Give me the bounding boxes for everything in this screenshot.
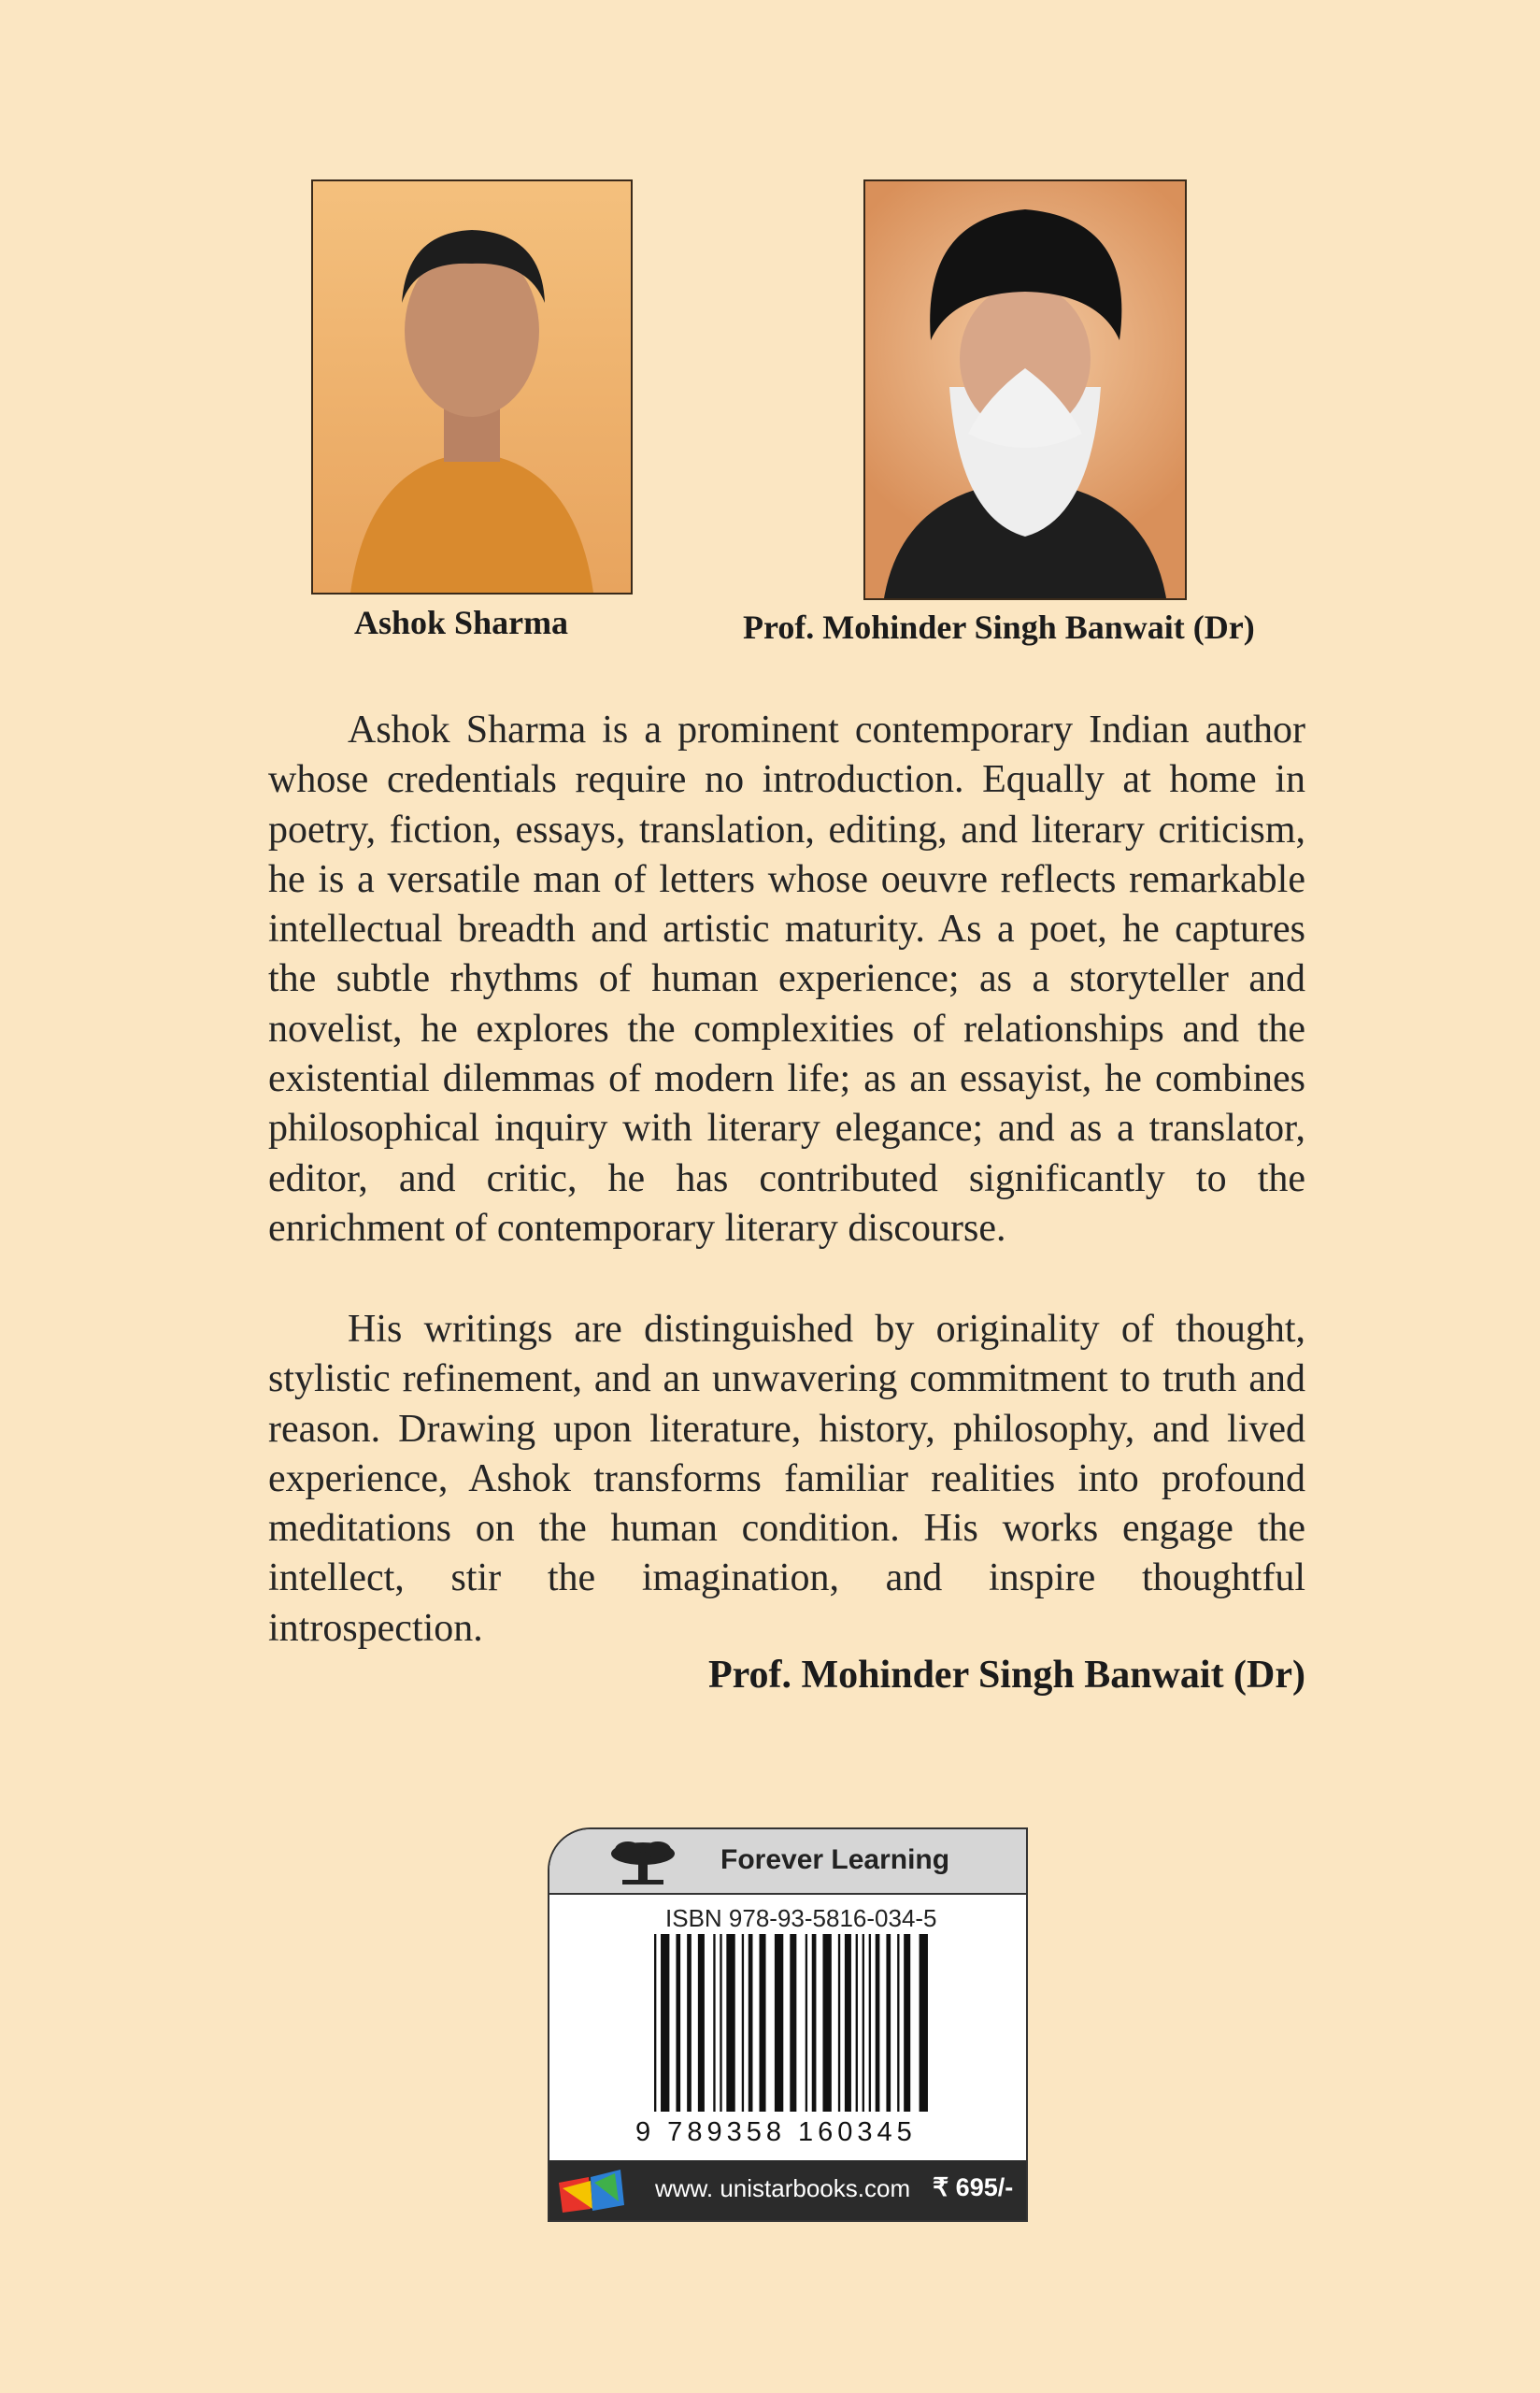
barcode-bar [713, 1934, 715, 2112]
barcode-bar [698, 1934, 705, 2112]
author-name-right: Prof. Mohinder Singh Banwait (Dr) [743, 609, 1255, 646]
book-logo-icon [553, 2164, 632, 2216]
barcode-bar [687, 1934, 692, 2112]
barcode-bar [726, 1934, 734, 2112]
barcode-bar [869, 1934, 871, 2112]
isbn-label: ISBN 978-93-5816-034-5 [665, 1904, 937, 1932]
tree-icon [606, 1837, 680, 1887]
barcode-bars [654, 1934, 934, 2112]
publisher-footer-band [549, 2160, 1026, 2220]
signature: Prof. Mohinder Singh Banwait (Dr) [708, 1654, 1305, 1697]
barcode-bar [661, 1934, 669, 2112]
barcode-bar [749, 1934, 753, 2112]
barcode-bar [790, 1934, 796, 2112]
author-photo-mohinder-singh-banwait [863, 179, 1187, 600]
barcode-bar [760, 1934, 766, 2112]
barcode-bar [876, 1934, 880, 2112]
price: ₹ 695/- [933, 2173, 1014, 2201]
barcode-bar [806, 1934, 807, 2112]
barcode-bar [863, 1934, 864, 2112]
paragraph-text: His writings are distinguished by originality of thought, stylistic refinement, and an unwavering commitment to truth and reason. Drawing upon literature, history, philosophy, and lived experience, Ashok transforms familiar realities into profound meditations on the human condition. His works engage the intellect, stir the imagination, and inspire thoughtful introspection. [268, 1308, 1305, 1650]
paragraph-text: Ashok Sharma is a prominent contemporary Indian author whose credentials require no introduction. Equally at home in poetry, fiction, essays, translation, editing, and literary criticism, he is a versatile man of letters whose oeuvre reflects remarkable intellectual breadth and artistic maturity. As a poet, he captures the subtle rhythms of human experience; as a storyteller and novelist, he explores the complexities of relationships and the existential dilemmas of modern life; as an essayist, he combines philosophical inquiry with literary elegance; and as a translator, editor, and critic, he has contributed significantly to the enrichment of contemporary literary discourse. [268, 709, 1305, 1250]
author-bio-paragraph-2 [268, 1305, 1305, 1654]
barcode-bar [822, 1934, 831, 2112]
portrait-placeholder [313, 181, 631, 593]
author-photo-ashok-sharma [311, 179, 633, 595]
barcode-bar [720, 1934, 721, 2112]
author-bio-paragraph-1 [268, 706, 1305, 1254]
portrait-placeholder [865, 181, 1185, 598]
barcode-bar [742, 1934, 744, 2112]
barcode-bar [654, 1934, 656, 2112]
author-name-left: Ashok Sharma [354, 604, 569, 641]
barcode-bar [812, 1934, 817, 2112]
publisher-band [549, 1829, 1026, 1895]
barcode-digits: 9 789358 160345 [635, 2117, 917, 2147]
barcode-bar [838, 1934, 840, 2112]
barcode-bar [676, 1934, 680, 2112]
barcode-bar [897, 1934, 899, 2112]
barcode-box [548, 1827, 1028, 2222]
barcode-bar [886, 1934, 891, 2112]
barcode-bar [775, 1934, 783, 2112]
barcode-bar [845, 1934, 851, 2112]
barcode-bar [904, 1934, 910, 2112]
publisher-tagline: Forever Learning [720, 1844, 950, 1875]
publisher-website: www. unistarbooks.com [655, 2174, 911, 2202]
barcode-bar [920, 1934, 928, 2112]
barcode-bar [856, 1934, 858, 2112]
